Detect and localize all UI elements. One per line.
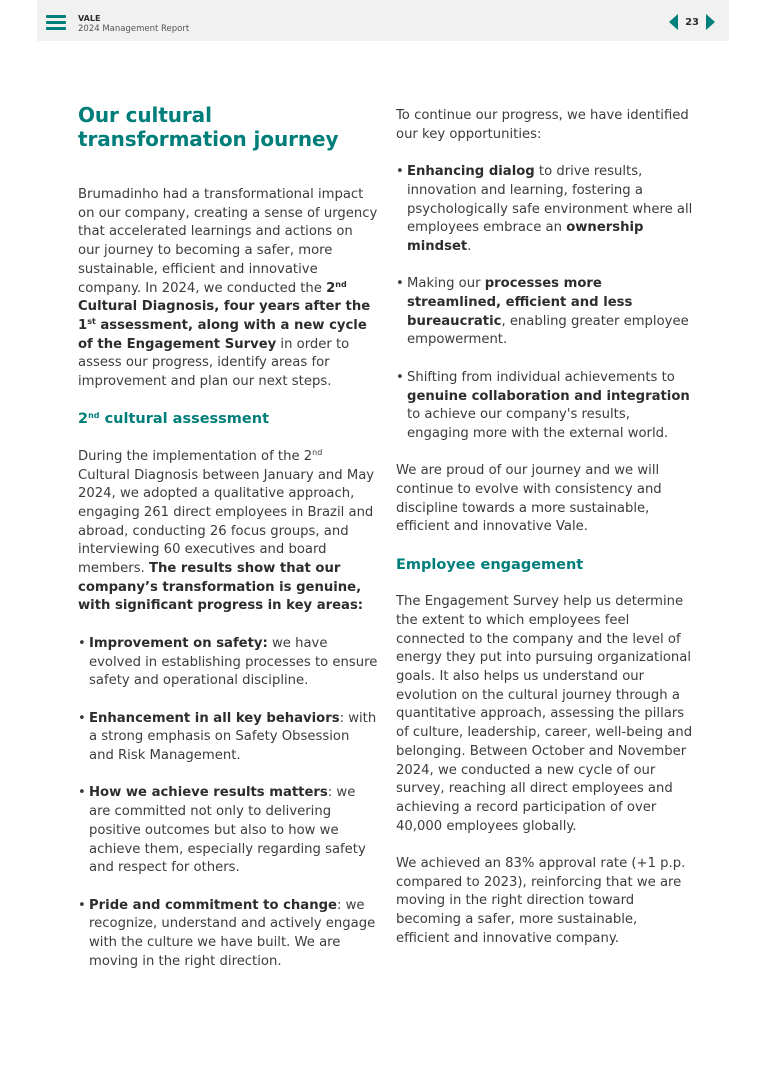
brand-block bbox=[78, 13, 189, 35]
list-item: • Improvement on safety: we have evolved in establishing processes to ensure safety and operational discipline. bbox=[78, 635, 378, 691]
engagement-paragraph: The Engagement Survey help us determine the extent to which employees feel connected to the company and the level of energy they put into pursuing organizational goals. It also helps us understand our evolution on the cultural journey through a quantitative approach, assessing the pillars of culture, leadership, career, well-being and belonging. Between October and November 2024, we conducted a new cycle of our survey, reaching all direct employees and achieving a record participation of over 40,000 employees globally. bbox=[396, 594, 693, 834]
section-heading-cultural-assessment: 2nd cultural assessment bbox=[78, 411, 269, 428]
right-column bbox=[396, 107, 694, 949]
page-navigator bbox=[669, 14, 715, 30]
proud-paragraph: We are proud of our journey and we will continue to evolve with consistency and discipline towards a more sustainable, efficient and innovative Vale. bbox=[396, 463, 662, 535]
left-column bbox=[78, 100, 378, 971]
section-heading-employee-engagement: Employee engagement bbox=[396, 556, 584, 573]
key-areas-list bbox=[78, 635, 378, 972]
intro-paragraph: Brumadinho had a transformational impact on our company, creating a sense of urgency that accelerated learnings and actions on our journey to becoming a safer, more sustainable, efficient and innovative company. In 2024, we conducted the 2nd Cultural Diagnosis, four years after the 1st assessment, along with a new cycle of the Engagement Survey in order to assess our progress, identify areas for improvement and plan our next steps. bbox=[78, 187, 378, 390]
list-item: • Shifting from individual achievements to genuine collaboration and integration to achieve our company's results, engaging more with the external world. bbox=[396, 369, 694, 444]
previous-page-icon[interactable] bbox=[669, 14, 678, 30]
opportunities-intro: To continue our progress, we have identified our key opportunities: bbox=[396, 108, 689, 142]
next-page-icon[interactable] bbox=[706, 14, 715, 30]
assessment-paragraph: During the implementation of the 2nd Cultural Diagnosis between January and May 2024, we adopted a qualitative approach, engaging 261 direct employees in Brazil and abroad, conducting 26 focus groups, and interviewing 60 executives and board members. The results show that our company’s transformation is genuine, with significant progress in key areas: bbox=[78, 447, 375, 614]
list-item: • Enhancing dialog to drive results, innovation and learning, fostering a psychologically safe environment where all employees embrace an ownership mindset. bbox=[396, 163, 694, 257]
list-item: • Pride and commitment to change: we recognize, understand and actively engage with the culture we have built. We are moving in the right direction. bbox=[78, 897, 378, 972]
page-title: Our cultural transformation journey bbox=[78, 103, 339, 151]
top-bar bbox=[37, 0, 729, 41]
list-item: • How we achieve results matters: we are committed not only to delivering positive outcomes but also to how we achieve them, especially regarding safety and respect for others. bbox=[78, 784, 378, 878]
opportunities-list bbox=[396, 163, 694, 444]
list-item: • Enhancement in all key behaviors: with a strong emphasis on Safety Obsession and Risk Management. bbox=[78, 710, 378, 766]
page-number: 23 bbox=[685, 16, 699, 28]
hamburger-menu-icon[interactable] bbox=[46, 15, 66, 31]
brand-name: VALE bbox=[78, 14, 101, 23]
approval-paragraph: We achieved an 83% approval rate (+1 p.p. compared to 2023), reinforcing that we are moving in the right direction toward becoming a safer, more sustainable, efficient and innovative company. bbox=[396, 856, 686, 946]
list-item: • Making our processes more streamlined, efficient and less bureaucratic, enabling greater employee empowerment. bbox=[396, 275, 694, 350]
report-subtitle: 2024 Management Report bbox=[78, 24, 190, 34]
